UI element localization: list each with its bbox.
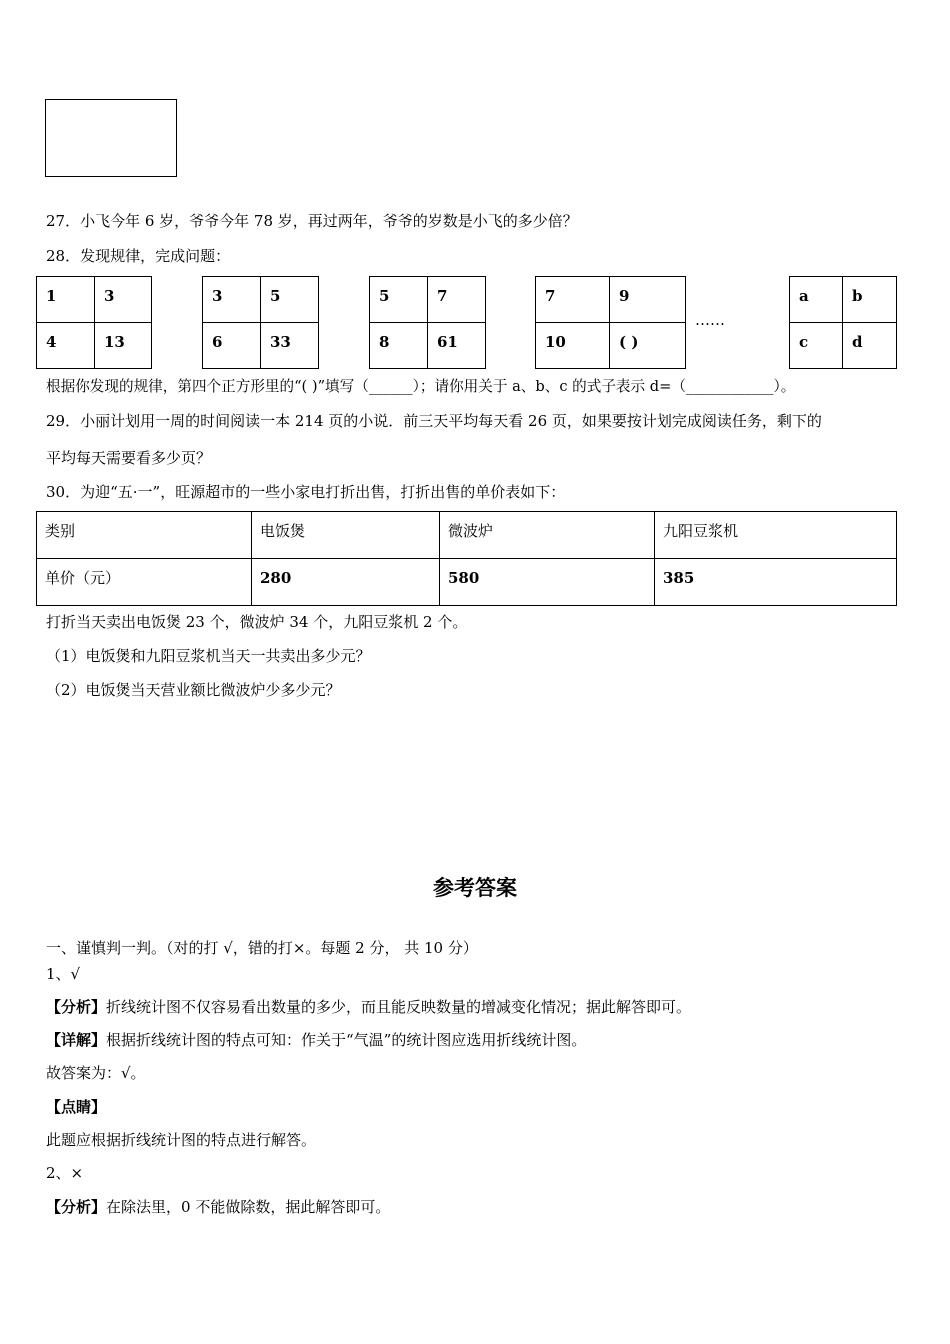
- answer-1-analysis: [46, 996, 691, 1017]
- cell: 3: [95, 277, 152, 323]
- cell: 61: [428, 323, 486, 369]
- analysis-tag: 【分析】: [46, 998, 107, 1016]
- pattern-square-3: [369, 276, 486, 369]
- pattern-square-1: [36, 276, 152, 369]
- answer-box: [45, 99, 177, 177]
- cell: 3: [203, 277, 261, 323]
- pattern-square-general: [789, 276, 897, 369]
- answer-1-detail: [46, 1029, 586, 1050]
- question-30-sub1: （1）电饭煲和九阳豆浆机当天一共卖出多少元？: [46, 647, 371, 665]
- cell: 7: [428, 277, 486, 323]
- ellipsis: ……: [695, 311, 725, 329]
- cell: 9: [610, 277, 686, 323]
- analysis-text: 在除法里，0 不能做除数，据此解答即可。: [106, 1198, 391, 1216]
- answer-1-result: 故答案为：√。: [46, 1064, 146, 1082]
- cell: d: [843, 323, 897, 369]
- question-30-sub2: （2）电饭煲当天营业额比微波炉少多少元？: [46, 681, 341, 699]
- cell: 5: [261, 277, 319, 323]
- cell: 10: [536, 323, 610, 369]
- detail-tag: 【详解】: [46, 1031, 107, 1049]
- cell: ( ): [610, 323, 686, 369]
- pattern-square-2: [202, 276, 319, 369]
- answers-section-heading: 一、谨慎判一判。（对的打 √，错的打×。每题 2 分， 共 10 分）: [46, 939, 478, 957]
- analysis-tag: 【分析】: [46, 1198, 107, 1216]
- comment-tag: 【点睛】: [46, 1098, 107, 1116]
- table-header-cell: 类别: [37, 512, 252, 559]
- cell: c: [790, 323, 843, 369]
- cell: 6: [203, 323, 261, 369]
- cell: 13: [95, 323, 152, 369]
- detail-text: 根据折线统计图的特点可知：作关于“气温”的统计图应选用折线统计图。: [106, 1031, 587, 1049]
- question-27: 27．小飞今年 6 岁，爷爷今年 78 岁，再过两年，爷爷的岁数是小飞的多少倍？: [46, 212, 578, 230]
- cell: 8: [370, 323, 428, 369]
- table-header-cell: 九阳豆浆机: [655, 512, 897, 559]
- cell: 1: [37, 277, 95, 323]
- answer-1-comment-tag: [46, 1096, 106, 1117]
- answer-1-comment: 此题应根据折线统计图的特点进行解答。: [46, 1131, 317, 1149]
- question-30: 30．为迎“五·一”，旺源超市的一些小家电打折出售，打折出售的单价表如下：: [46, 483, 566, 501]
- table-row: [37, 512, 897, 559]
- answer-2-analysis: [46, 1196, 390, 1217]
- cell: 4: [37, 323, 95, 369]
- question-30-after: 打折当天卖出电饭煲 23 个，微波炉 34 个，九阳豆浆机 2 个。: [46, 613, 468, 631]
- answer-2: 2、×: [46, 1164, 84, 1182]
- price-table: [36, 511, 897, 606]
- table-cell: 385: [655, 559, 897, 606]
- question-28: 28．发现规律，完成问题：: [46, 247, 231, 265]
- answers-title: 参考答案: [433, 876, 517, 900]
- table-cell: 单价（元）: [37, 559, 252, 606]
- table-row: [37, 559, 897, 606]
- cell: b: [843, 277, 897, 323]
- cell: 5: [370, 277, 428, 323]
- table-cell: 280: [252, 559, 440, 606]
- cell: a: [790, 277, 843, 323]
- table-header-cell: 电饭煲: [252, 512, 440, 559]
- question-28-follow: 根据你发现的规律，第四个正方形里的“( )”填写（______）；请你用关于 a、b、c 的式子表示 d=（____________）。: [46, 378, 796, 395]
- question-29-line1: 29．小丽计划用一周的时间阅读一本 214 页的小说．前三天平均每天看 26 页，如果要按计划完成阅读任务，剩下的: [46, 412, 822, 430]
- answer-1: 1、√: [46, 965, 81, 983]
- question-29-line2: 平均每天需要看多少页？: [46, 449, 212, 467]
- table-header-cell: 微波炉: [440, 512, 655, 559]
- table-cell: 580: [440, 559, 655, 606]
- pattern-square-4: [535, 276, 686, 369]
- analysis-text: 折线统计图不仅容易看出数量的多少，而且能反映数量的增减变化情况；据此解答即可。: [106, 998, 692, 1016]
- cell: 7: [536, 277, 610, 323]
- cell: 33: [261, 323, 319, 369]
